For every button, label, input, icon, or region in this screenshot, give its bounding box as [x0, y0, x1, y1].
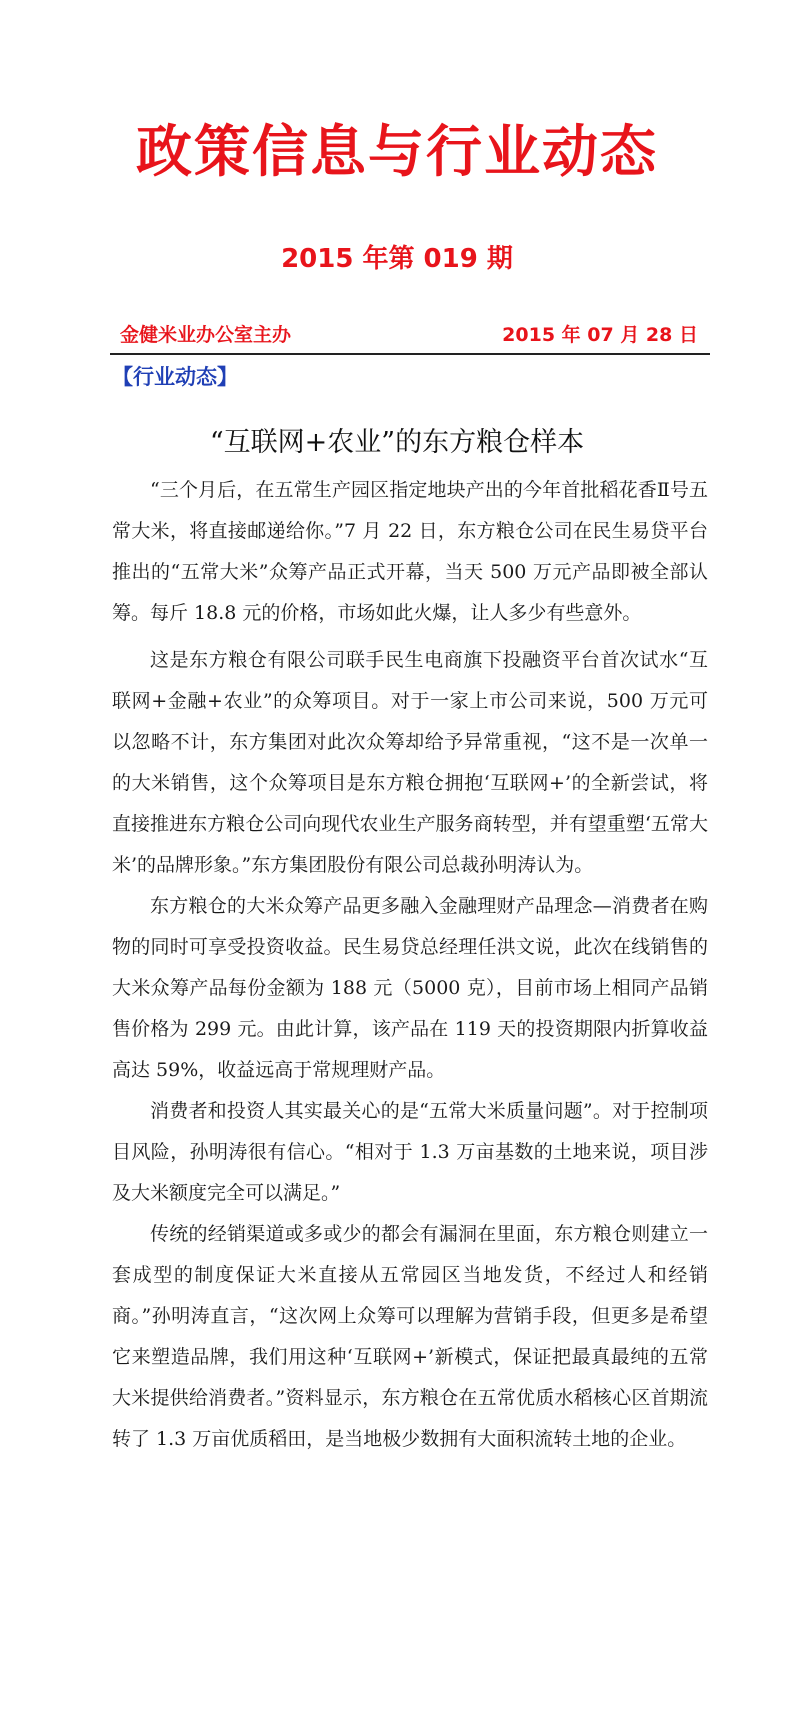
issuer-row: [120, 320, 708, 350]
paragraph: 消费者和投资人其实最关心的是“五常大米质量问题”。对于控制项目风险，孙明涛很有信心。“相对于 1.3 万亩基数的土地来说，项目涉及大米额度完全可以满足。”: [112, 1100, 708, 1204]
paragraph: “三个月后，在五常生产园区指定地块产出的今年首批稻花香Ⅱ号五常大米，将直接邮递给你。”7 月 22 日，东方粮仓公司在民生易贷平台推出的“五常大米”众筹产品正式开幕，当天 500 万元产品即被全部认筹。每斤 18.8 元的价格，市场如此火爆，让人多少有些意外。: [112, 479, 708, 624]
issue-date: 2015 年 07 月 28 日: [502, 324, 698, 346]
paragraph: 传统的经销渠道或多或少的都会有漏洞在里面，东方粮仓则建立一套成型的制度保证大米直接从五常园区当地发货，不经过人和经销商。”孙明涛直言，“这次网上众筹可以理解为营销手段，但更多是希望它来塑造品牌，我们用这种‘互联网+’新模式，保证把最真最纯的五常大米提供给消费者。”资料显示，东方粮仓在五常优质水稻核心区首期流转了 1.3 万亩优质稻田，是当地极少数拥有大面积流转土地的企业。: [112, 1223, 708, 1450]
article-body: [112, 470, 708, 1460]
paragraph: 东方粮仓的大米众筹产品更多融入金融理财产品理念—消费者在购物的同时可享受投资收益。民生易贷总经理任洪文说，此次在线销售的大米众筹产品每份金额为 188 元（5000 克），目前市场上相同产品销售价格为 299 元。由此计算，该产品在 119 天的投资期限内折算收益高达 59%，收益远高于常规理财产品。: [112, 895, 708, 1081]
issuer: 金健米业办公室主办: [120, 324, 292, 346]
section-tag: 【行业动态】: [112, 365, 238, 389]
header-divider: [110, 353, 710, 355]
paragraph: 这是东方粮仓有限公司联手民生电商旗下投融资平台首次试水“互联网+金融+农业”的众筹项目。对于一家上市公司来说，500 万元可以忽略不计，东方集团对此次众筹却给予异常重视，“这不是一次单一的大米销售，这个众筹项目是东方粮仓拥抱‘互联网+’的全新尝试，将直接推进东方粮仓公司向现代农业生产服务商转型，并有望重塑‘五常大米’的品牌形象。”东方集团股份有限公司总裁孙明涛认为。: [112, 649, 708, 876]
article-title: “互联网+农业”的东方粮仓样本: [209, 427, 585, 458]
issue-number: 2015 年第 019 期: [281, 244, 513, 274]
masthead-title: 政策信息与行业动态: [136, 120, 658, 185]
